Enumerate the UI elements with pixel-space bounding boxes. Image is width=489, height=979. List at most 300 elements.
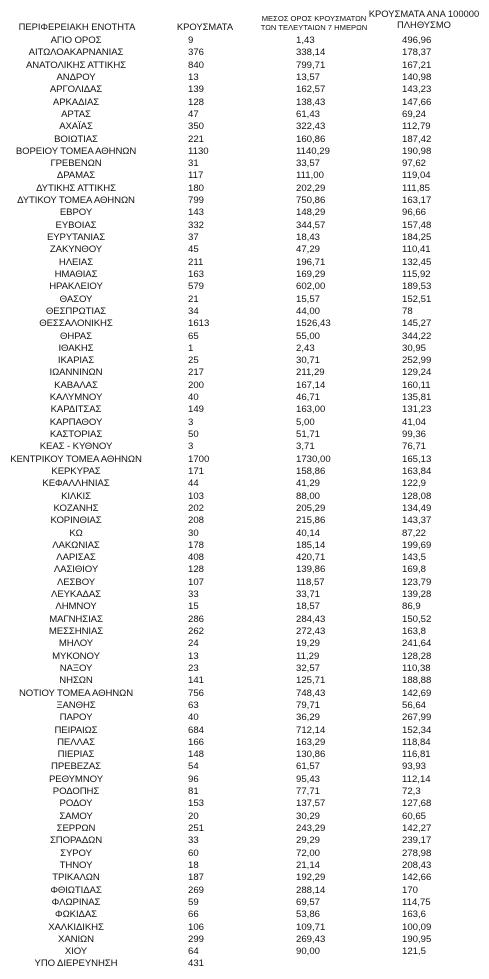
cases-per-100k-cell: 111,85 xyxy=(402,182,430,194)
table-row xyxy=(0,958,489,970)
region-name-cell: ΠΕΛΛΑΣ xyxy=(57,736,95,748)
table-row xyxy=(0,404,489,416)
cases-per-100k-cell: 165,13 xyxy=(402,453,432,465)
table-row xyxy=(0,220,489,232)
region-name-cell: ΑΙΤΩΛΟΑΚΑΡΝΑΝΙΑΣ xyxy=(28,47,124,59)
table-row xyxy=(0,946,489,958)
header-cases-per-100k xyxy=(365,9,483,30)
cases-per-100k-cell: 199,69 xyxy=(402,539,432,551)
seven-day-average-cell: 111,00 xyxy=(296,170,324,182)
table-row xyxy=(0,835,489,847)
cases-cell: 106 xyxy=(188,921,205,933)
cases-cell: 18 xyxy=(188,859,199,871)
region-name-cell: ΣΠΟΡΑΔΩΝ xyxy=(49,835,103,847)
cases-per-100k-cell: 121,5 xyxy=(402,946,427,958)
cases-cell: 31 xyxy=(188,158,199,170)
seven-day-average-cell: 33,71 xyxy=(296,589,321,601)
region-name-cell: ΙΩΑΝΝΙΝΩΝ xyxy=(49,367,103,379)
cases-per-100k-cell: 157,48 xyxy=(402,219,432,231)
seven-day-average-cell: 47,29 xyxy=(296,244,321,256)
cases-per-100k-cell: 129,24 xyxy=(402,367,432,379)
cases-per-100k-cell: 160,11 xyxy=(402,379,431,391)
cases-cell: 178 xyxy=(188,539,205,551)
seven-day-average-cell: 602,00 xyxy=(296,281,326,293)
table-row xyxy=(0,712,489,724)
cases-per-100k-cell: 208,43 xyxy=(402,859,432,871)
table-row xyxy=(0,761,489,773)
cases-cell: 269 xyxy=(188,884,205,896)
cases-per-100k-cell: 163,8 xyxy=(402,626,427,637)
seven-day-average-cell: 344,57 xyxy=(296,219,326,231)
seven-day-average-cell: 33,57 xyxy=(296,158,321,170)
cases-cell: 202 xyxy=(188,502,205,514)
cases-per-100k-cell: 97,62 xyxy=(402,158,427,170)
cases-cell: 20 xyxy=(188,810,199,822)
table-row xyxy=(0,663,489,675)
cases-cell: 45 xyxy=(188,244,199,256)
table-row xyxy=(0,601,489,613)
cases-per-100k-cell: 241,64 xyxy=(402,638,432,650)
table-row xyxy=(0,774,489,786)
seven-day-average-cell: 1140,29 xyxy=(296,145,330,157)
cases-cell: 1 xyxy=(188,342,194,354)
cases-cell: 286 xyxy=(188,613,205,625)
seven-day-average-cell: 13,57 xyxy=(296,71,321,83)
table-row xyxy=(0,577,489,589)
seven-day-average-cell: 40,14 xyxy=(296,527,321,539)
cases-per-100k-cell: 134,49 xyxy=(402,502,432,514)
cases-per-100k-cell: 135,81 xyxy=(402,392,432,404)
table-row xyxy=(0,380,489,392)
header-cases-label: ΚΡΟΥΣΜΑΤΑ xyxy=(176,21,234,32)
table-row xyxy=(0,244,489,256)
region-name-cell: ΡΟΔΟΠΗΣ xyxy=(52,786,100,798)
region-name-cell: ΙΚΑΡΙΑΣ xyxy=(57,355,95,367)
region-name-cell: ΑΝΔΡΟΥ xyxy=(56,71,96,83)
cases-cell: 21 xyxy=(188,293,199,305)
table-row xyxy=(0,897,489,909)
cases-per-100k-cell: 278,98 xyxy=(402,847,432,859)
table-row xyxy=(0,860,489,872)
table-header xyxy=(0,0,489,36)
region-name-cell: ΛΗΜΝΟΥ xyxy=(55,601,97,613)
table-row xyxy=(0,786,489,798)
table-row xyxy=(0,848,489,860)
region-name-cell: ΗΜΑΘΙΑΣ xyxy=(54,268,98,280)
table-row xyxy=(0,638,489,650)
region-name-cell: ΚΙΛΚΙΣ xyxy=(61,490,91,502)
region-name-cell: ΣΑΜΟΥ xyxy=(59,810,93,822)
cases-cell: 153 xyxy=(188,798,205,810)
region-name-cell: ΘΑΣΟΥ xyxy=(59,293,93,305)
table-row xyxy=(0,195,489,207)
region-name-cell: ΛΑΣΙΘΙΟΥ xyxy=(53,564,99,576)
seven-day-average-cell: 2,43 xyxy=(296,342,315,354)
region-name-cell: ΦΘΙΩΤΙΔΑΣ xyxy=(50,884,102,896)
region-name-cell: ΥΠΟ ΔΙΕΡΕΥΝΗΣΗ xyxy=(34,958,118,970)
cases-per-100k-cell: 152,51 xyxy=(402,293,432,305)
region-name-cell: ΘΗΡΑΣ xyxy=(60,330,92,342)
region-name-cell: ΛΕΣΒΟΥ xyxy=(56,576,96,588)
cases-per-100k-cell: 72,3 xyxy=(402,786,421,798)
cases-per-100k-cell: 184,25 xyxy=(402,232,432,243)
seven-day-average-cell: 53,86 xyxy=(296,909,321,921)
cases-per-100k-cell: 190,95 xyxy=(402,933,432,945)
cases-cell: 840 xyxy=(188,59,205,71)
cases-cell: 128 xyxy=(188,96,205,108)
cases-per-100k-cell: 143,5 xyxy=(402,552,427,564)
seven-day-average-cell: 72,00 xyxy=(296,847,321,859)
cases-cell: 13 xyxy=(188,650,199,662)
cases-per-100k-cell: 187,42 xyxy=(402,133,432,145)
cases-cell: 9 xyxy=(188,35,194,46)
region-name-cell: ΗΡΑΚΛΕΙΟΥ xyxy=(49,281,103,293)
seven-day-average-cell: 158,86 xyxy=(296,465,326,477)
region-name-cell: ΜΕΣΣΗΝΙΑΣ xyxy=(48,626,104,637)
region-name-cell: ΚΟΡΙΝΘΙΑΣ xyxy=(50,515,102,527)
cases-per-100k-cell: 116,81 xyxy=(402,749,431,761)
region-name-cell: ΚΕΑΣ - ΚΥΘΝΟΥ xyxy=(39,441,113,453)
cases-per-100k-cell: 145,27 xyxy=(402,318,432,330)
seven-day-average-cell: 41,29 xyxy=(296,478,321,490)
cases-cell: 65 xyxy=(188,330,199,342)
cases-per-100k-cell: 167,21 xyxy=(402,59,432,71)
table-row xyxy=(0,429,489,441)
table-row xyxy=(0,885,489,897)
table-row xyxy=(0,909,489,921)
region-name-cell: ΚΩ xyxy=(69,527,83,539)
region-name-cell: ΚΑΡΠΑΘΟΥ xyxy=(49,416,103,428)
region-name-cell: ΧΑΝΙΩΝ xyxy=(58,933,94,945)
cases-cell: 350 xyxy=(188,121,205,133)
cases-per-100k-cell: 119,04 xyxy=(402,170,431,182)
cases-cell: 1700 xyxy=(188,453,210,465)
cases-cell: 54 xyxy=(188,761,199,773)
cases-cell: 47 xyxy=(188,108,199,120)
cases-cell: 25 xyxy=(188,355,199,367)
table-row xyxy=(0,528,489,540)
cases-cell: 431 xyxy=(188,958,205,970)
region-name-cell: ΛΑΡΙΣΑΣ xyxy=(56,552,96,564)
table-row xyxy=(0,343,489,355)
seven-day-average-cell: 202,29 xyxy=(296,182,326,194)
cases-cell: 63 xyxy=(188,699,199,711)
seven-day-average-cell: 18,43 xyxy=(296,232,321,243)
cases-cell: 1613 xyxy=(188,318,210,330)
region-name-cell: ΚΑΛΥΜΝΟΥ xyxy=(49,392,103,404)
seven-day-average-cell: 109,71 xyxy=(296,921,326,933)
cases-per-100k-cell: 147,66 xyxy=(402,96,432,108)
header-cases xyxy=(160,22,250,32)
table-row xyxy=(0,934,489,946)
table-row xyxy=(0,158,489,170)
cases-per-100k-cell: 78 xyxy=(402,305,413,317)
cases-cell: 37 xyxy=(188,232,199,243)
cases-per-100k-cell: 140,98 xyxy=(402,71,432,83)
cases-cell: 33 xyxy=(188,589,199,601)
region-name-cell: ΕΥΒΟΙΑΣ xyxy=(55,219,97,231)
seven-day-average-cell: 3,71 xyxy=(296,441,315,453)
cases-cell: 50 xyxy=(188,429,199,440)
seven-day-average-cell: 322,43 xyxy=(296,121,326,133)
cases-per-100k-cell: 128,08 xyxy=(402,490,432,502)
region-name-cell: ΒΟΙΩΤΙΑΣ xyxy=(54,133,98,145)
seven-day-average-cell: 61,57 xyxy=(296,761,321,773)
cases-cell: 81 xyxy=(188,786,199,798)
table-row xyxy=(0,60,489,72)
cases-per-100k-cell: 132,45 xyxy=(402,256,432,268)
header-seven-day-average-line2: ΤΩΝ ΤΕΛΕΥΤΑΙΩΝ 7 ΗΜΕΡΩΝ xyxy=(260,23,368,32)
region-name-cell: ΦΛΩΡΙΝΑΣ xyxy=(51,896,101,908)
cases-per-100k-cell: 170 xyxy=(402,884,419,896)
cases-per-100k-cell: 188,88 xyxy=(402,675,432,687)
cases-per-100k-cell: 123,79 xyxy=(402,576,432,588)
cases-cell: 217 xyxy=(188,367,205,379)
seven-day-average-cell: 11,29 xyxy=(296,650,320,662)
cases-cell: 66 xyxy=(188,909,199,921)
seven-day-average-cell: 15,57 xyxy=(296,293,321,305)
seven-day-average-cell: 748,43 xyxy=(296,687,326,699)
seven-day-average-cell: 137,57 xyxy=(296,798,326,810)
cases-cell: 799 xyxy=(188,195,205,207)
seven-day-average-cell: 61,43 xyxy=(296,108,321,120)
seven-day-average-cell: 44,00 xyxy=(296,305,321,317)
seven-day-average-cell: 30,29 xyxy=(296,810,321,822)
region-name-cell: ΒΟΡΕΙΟΥ ΤΟΜΕΑ ΑΘΗΝΩΝ xyxy=(15,145,137,157)
table-row xyxy=(0,35,489,47)
cases-per-100k-cell: 112,14 xyxy=(402,773,431,785)
header-regional-unit-label: ΠΕΡΙΦΕΡΕΙΑΚΗ ΕΝΟΤΗΤΑ xyxy=(18,21,136,32)
seven-day-average-cell: 138,43 xyxy=(296,96,326,108)
region-name-cell: ΘΕΣΣΑΛΟΝΙΚΗΣ xyxy=(39,318,113,330)
seven-day-average-cell: 18,57 xyxy=(296,601,321,613)
cases-cell: 128 xyxy=(188,564,205,576)
cases-cell: 96 xyxy=(188,773,199,785)
seven-day-average-cell: 1,43 xyxy=(296,35,315,46)
seven-day-average-cell: 167,14 xyxy=(296,379,326,391)
cases-per-100k-cell: 56,64 xyxy=(402,699,427,711)
table-row xyxy=(0,146,489,158)
region-name-cell: ΑΡΓΟΛΙΔΑΣ xyxy=(49,84,103,96)
table-row xyxy=(0,134,489,146)
table-body xyxy=(0,35,489,971)
cases-per-100k-cell: 69,24 xyxy=(402,108,427,120)
cases-cell: 166 xyxy=(188,736,205,748)
seven-day-average-cell: 51,71 xyxy=(296,429,321,440)
table-row xyxy=(0,540,489,552)
cases-cell: 143 xyxy=(188,207,205,219)
table-row xyxy=(0,367,489,379)
region-name-cell: ΤΗΝΟΥ xyxy=(59,859,93,871)
cases-per-100k-cell: 169,8 xyxy=(402,564,427,576)
seven-day-average-cell: 243,29 xyxy=(296,823,326,834)
table-row xyxy=(0,392,489,404)
cases-per-100k-cell: 114,75 xyxy=(402,896,431,908)
cases-cell: 60 xyxy=(188,847,199,859)
cases-cell: 141 xyxy=(188,675,205,687)
seven-day-average-cell: 29,29 xyxy=(296,835,321,847)
table-row xyxy=(0,798,489,810)
cases-cell: 211 xyxy=(188,256,204,268)
seven-day-average-cell: 139,86 xyxy=(296,564,326,576)
region-name-cell: ΖΑΚΥΝΘΟΥ xyxy=(49,244,103,256)
table-row xyxy=(0,749,489,761)
cases-cell: 262 xyxy=(188,626,205,637)
cases-cell: 40 xyxy=(188,712,199,724)
seven-day-average-cell: 32,57 xyxy=(296,662,321,674)
region-name-cell: ΦΩΚΙΔΑΣ xyxy=(55,909,97,921)
cases-cell: 3 xyxy=(188,416,194,428)
table-row xyxy=(0,515,489,527)
region-name-cell: ΛΕΥΚΑΔΑΣ xyxy=(51,589,101,601)
header-regional-unit xyxy=(2,22,152,32)
table-row xyxy=(0,183,489,195)
seven-day-average-cell: 1526,43 xyxy=(296,318,331,330)
cases-per-100k-cell: 150,52 xyxy=(402,613,432,625)
cases-cell: 117 xyxy=(188,170,204,182)
region-name-cell: ΜΥΚΟΝΟΥ xyxy=(52,650,100,662)
cases-per-100k-cell: 163,84 xyxy=(402,465,432,477)
cases-cell: 299 xyxy=(188,933,205,945)
table-row xyxy=(0,417,489,429)
cases-cell: 107 xyxy=(188,576,205,588)
cases-cell: 40 xyxy=(188,392,199,404)
region-name-cell: ΚΑΡΔΙΤΣΑΣ xyxy=(50,404,102,416)
header-cases-per-100k-line1: ΚΡΟΥΣΜΑΤΑ ΑΝΑ 100000 xyxy=(368,8,480,19)
table-row xyxy=(0,207,489,219)
region-name-cell: ΚΕΝΤΡΙΚΟΥ ΤΟΜΕΑ ΑΘΗΝΩΝ xyxy=(10,453,142,465)
cases-per-100k-cell: 163,17 xyxy=(402,195,432,207)
region-name-cell: ΔΥΤΙΚΟΥ ΤΟΜΕΑ ΑΘΗΝΩΝ xyxy=(17,195,135,207)
cases-per-100k-cell: 99,36 xyxy=(402,429,427,440)
region-name-cell: ΣΕΡΡΩΝ xyxy=(56,823,96,834)
region-name-cell: ΕΥΡΥΤΑΝΙΑΣ xyxy=(46,232,106,243)
cases-cell: 30 xyxy=(188,527,199,539)
table-row xyxy=(0,564,489,576)
table-row xyxy=(0,491,489,503)
cases-per-100k-cell: 110,41 xyxy=(402,244,431,256)
cases-per-100k-cell: 110,38 xyxy=(402,662,431,674)
table-row xyxy=(0,294,489,306)
seven-day-average-cell: 205,29 xyxy=(296,502,326,514)
seven-day-average-cell: 799,71 xyxy=(296,59,326,71)
cases-per-100k-cell: 252,99 xyxy=(402,355,432,367)
seven-day-average-cell: 5,00 xyxy=(296,416,315,428)
seven-day-average-cell: 288,14 xyxy=(296,884,326,896)
region-name-cell: ΧΑΛΚΙΔΙΚΗΣ xyxy=(48,921,104,933)
region-name-cell: ΜΑΓΝΗΣΙΑΣ xyxy=(49,613,103,625)
cases-cell: 64 xyxy=(188,946,199,958)
table-row xyxy=(0,823,489,835)
region-name-cell: ΑΡΤΑΣ xyxy=(61,108,91,120)
cases-per-100k-cell: 190,98 xyxy=(402,145,432,157)
cases-cell: 684 xyxy=(188,724,205,736)
cases-per-100k-cell: 30,95 xyxy=(402,342,427,354)
cases-per-100k-cell: 93,93 xyxy=(402,761,427,773)
cases-cell: 221 xyxy=(188,133,205,145)
region-name-cell: ΚΑΣΤΟΡΙΑΣ xyxy=(49,429,103,440)
table-row xyxy=(0,700,489,712)
cases-per-100k-cell: 142,69 xyxy=(402,687,432,699)
seven-day-average-cell: 118,57 xyxy=(296,576,325,588)
table-row xyxy=(0,651,489,663)
region-name-cell: ΠΙΕΡΙΑΣ xyxy=(57,749,95,761)
cases-cell: 208 xyxy=(188,515,205,527)
cases-cell: 33 xyxy=(188,835,199,847)
seven-day-average-cell: 46,71 xyxy=(296,392,321,404)
cases-per-100k-cell: 87,22 xyxy=(402,527,427,539)
table-row xyxy=(0,355,489,367)
region-name-cell: ΑΓΙΟ ΟΡΟΣ xyxy=(50,35,102,46)
seven-day-average-cell: 77,71 xyxy=(296,786,321,798)
cases-per-100k-cell: 142,27 xyxy=(402,823,432,834)
cases-per-100k-cell: 189,53 xyxy=(402,281,432,293)
cases-per-100k-cell: 143,37 xyxy=(402,515,432,527)
region-name-cell: ΘΕΣΠΡΩΤΙΑΣ xyxy=(45,305,107,317)
region-name-cell: ΝΑΞΟΥ xyxy=(59,662,93,674)
table-row xyxy=(0,811,489,823)
seven-day-average-cell: 36,29 xyxy=(296,712,321,724)
cases-cell: 24 xyxy=(188,638,199,650)
seven-day-average-cell: 338,14 xyxy=(296,47,326,59)
cases-per-100k-cell: 163,6 xyxy=(402,909,427,921)
table-row xyxy=(0,503,489,515)
table-row xyxy=(0,97,489,109)
region-name-cell: ΝΟΤΙΟΥ ΤΟΜΕΑ ΑΘΗΝΩΝ xyxy=(18,687,134,699)
region-name-cell: ΠΑΡΟΥ xyxy=(59,712,93,724)
seven-day-average-cell: 69,57 xyxy=(296,896,321,908)
region-name-cell: ΑΡΚΑΔΙΑΣ xyxy=(52,96,100,108)
table-row xyxy=(0,614,489,626)
region-name-cell: ΙΘΑΚΗΣ xyxy=(58,342,94,354)
table-row xyxy=(0,552,489,564)
table-row xyxy=(0,109,489,121)
seven-day-average-cell: 169,29 xyxy=(296,268,326,280)
cases-per-100k-cell: 115,92 xyxy=(402,268,431,280)
seven-day-average-cell: 30,71 xyxy=(296,355,321,367)
seven-day-average-cell: 125,71 xyxy=(296,675,326,687)
seven-day-average-cell: 185,14 xyxy=(296,539,326,551)
table-row xyxy=(0,84,489,96)
cases-cell: 171 xyxy=(188,465,205,477)
region-name-cell: ΚΑΒΑΛΑΣ xyxy=(54,379,98,391)
seven-day-average-cell: 712,14 xyxy=(296,724,326,736)
seven-day-average-cell: 148,29 xyxy=(296,207,326,219)
cases-per-100k-cell: 152,34 xyxy=(402,724,432,736)
cases-cell: 180 xyxy=(188,182,205,194)
table-row xyxy=(0,688,489,700)
seven-day-average-cell: 88,00 xyxy=(296,490,321,502)
region-name-cell: ΛΑΚΩΝΙΑΣ xyxy=(52,539,100,551)
seven-day-average-cell: 750,86 xyxy=(296,195,326,207)
seven-day-average-cell: 160,86 xyxy=(296,133,326,145)
cases-cell: 13 xyxy=(188,71,199,83)
cases-per-100k-cell: 60,65 xyxy=(402,810,427,822)
seven-day-average-cell: 269,43 xyxy=(296,933,326,945)
seven-day-average-cell: 130,86 xyxy=(296,749,326,761)
region-name-cell: ΤΡΙΚΑΛΩΝ xyxy=(52,872,100,884)
seven-day-average-cell: 163,29 xyxy=(296,736,326,748)
region-name-cell: ΜΗΛΟΥ xyxy=(58,638,94,650)
cases-cell: 59 xyxy=(188,896,199,908)
cases-cell: 103 xyxy=(188,490,205,502)
seven-day-average-cell: 55,00 xyxy=(296,330,321,342)
cases-cell: 44 xyxy=(188,478,199,490)
cases-cell: 376 xyxy=(188,47,205,59)
table-row xyxy=(0,257,489,269)
cases-per-100k-cell: 128,28 xyxy=(402,650,432,662)
cases-cell: 34 xyxy=(188,305,199,317)
